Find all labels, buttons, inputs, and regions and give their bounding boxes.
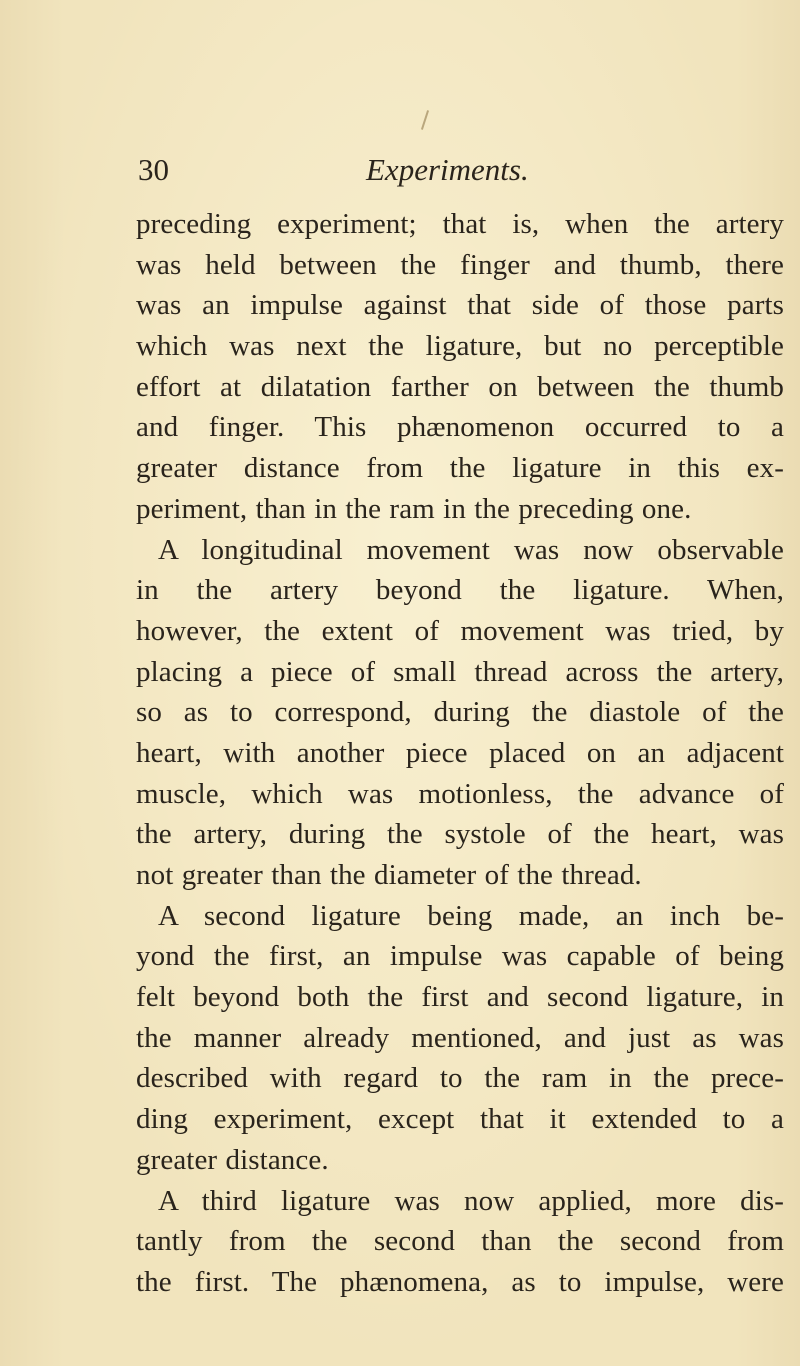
text-line: periment, than in the ram in the preceding one. xyxy=(136,492,692,525)
page-number: 30 xyxy=(138,152,169,187)
text-line: was an impulse against that side of those parts xyxy=(136,289,784,322)
text-line: the manner already mentioned, and just as was xyxy=(136,1021,784,1054)
text-line: A third ligature was now applied, more dis- xyxy=(158,1184,784,1217)
text-line: yond the first, an impulse was capable of being xyxy=(136,940,784,973)
body-text xyxy=(136,204,784,1303)
text-line: placing a piece of small thread across the artery, xyxy=(136,655,784,688)
text-line: so as to correspond, during the diastole of the xyxy=(136,696,784,729)
text-line: the first. The phænomena, as to impulse, were xyxy=(136,1265,784,1298)
text-line: not greater than the diameter of the thread. xyxy=(136,859,642,891)
text-line: which was next the ligature, but no perceptible xyxy=(136,330,784,363)
text-line: in the artery beyond the ligature. When, xyxy=(136,574,784,607)
text-line: effort at dilatation farther on between the thumb xyxy=(136,370,784,403)
text-line: preceding experiment; that is, when the artery xyxy=(136,208,784,240)
text-line: tantly from the second than the second from xyxy=(136,1225,784,1258)
text-line: greater distance from the ligature in this ex- xyxy=(136,452,784,485)
running-title: Experiments. xyxy=(366,152,529,187)
text-line: and finger. This phænomenon occurred to a xyxy=(136,411,784,444)
text-line: muscle, which was motionless, the advance of xyxy=(136,777,784,810)
page-header xyxy=(138,150,778,190)
text-line: A second ligature being made, an inch be- xyxy=(158,899,784,932)
text-line: heart, with another piece placed on an adjacent xyxy=(136,736,784,769)
text-line: felt beyond both the first and second ligature, in xyxy=(136,981,784,1014)
text-line: was held between the finger and thumb, there xyxy=(136,248,784,281)
stray-ink-mark xyxy=(421,110,429,130)
text-line: however, the extent of movement was tried, by xyxy=(136,614,784,647)
text-line: ding experiment, except that it extended to a xyxy=(136,1103,784,1136)
text-line: A longitudinal movement was now observable xyxy=(158,533,784,566)
text-line: the artery, during the systole of the heart, was xyxy=(136,818,784,851)
text-line: greater distance. xyxy=(136,1143,329,1176)
text-line: described with regard to the ram in the prece- xyxy=(136,1062,784,1095)
